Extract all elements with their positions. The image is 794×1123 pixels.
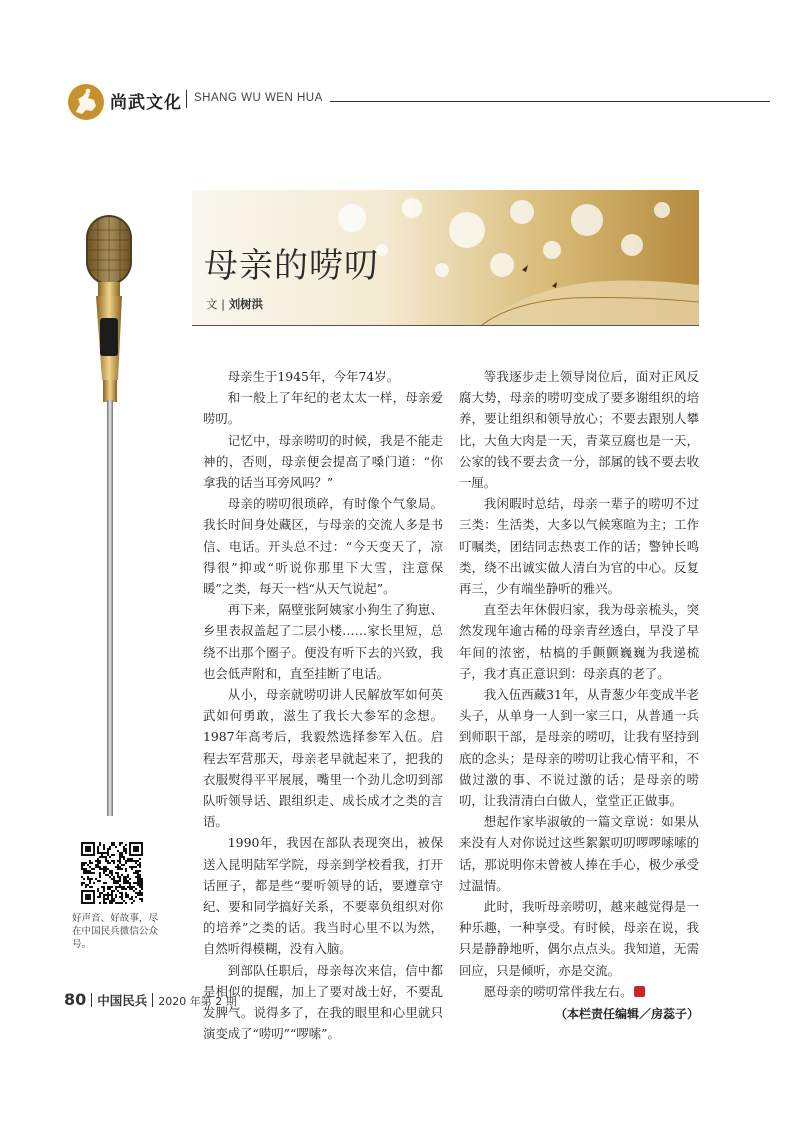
banner-rule (192, 325, 699, 326)
magazine-name: 中国民兵 (97, 993, 148, 1008)
author-byline: 文 | 刘树洪 (206, 297, 264, 311)
footer-divider (91, 993, 92, 1007)
paragraph: 直至去年休假归家，我为母亲梳头，突然发现年逾古稀的母亲青丝透白，早没了早年间的浓密，枯槁的手颤颤巍巍为我递梳子，我才真正意识到：母亲真的老了。 (459, 602, 699, 681)
page-number: 80 (64, 990, 87, 1009)
footer-divider (152, 993, 153, 1007)
paragraph: 母亲生于1945年，今年74岁。 (227, 369, 400, 384)
paragraph: 想起作家毕淑敏的一篇文章说：如果从来没有人对你说过这些絮絮叨叨啰啰嗦嗦的话，那说明你未曾被人捧在手心，极少承受过温情。 (459, 814, 699, 893)
final-paragraph (459, 981, 699, 1002)
column-logo-icon (68, 84, 104, 120)
header-divider (186, 90, 187, 108)
paragraph: 到部队任职后，母亲每次来信，信中都是相似的提醒，加上了要对战士好，不要乱发脾气。说得多了，在我的眼里和心里就只演变成了“唠叨”“啰嗦”。 (203, 962, 443, 1042)
paragraph: 母亲的唠叨很琐碎，有时像个气象局。我长时间身处藏区，与母亲的交流人多是书信、电话。开头总不过：“今天变天了，凉得很”抑或“听说你那里下大雪，注意保暖”之类，每天一档“从天气说起”。 (203, 496, 443, 597)
qr-caption: 好声音、好故事，尽在中国民兵微信公众号。 (72, 913, 158, 950)
paragraph: 等我逐步走上领导岗位后，面对正风反腐大势，母亲的唠叨变成了要多谢组织的培养，要让组织和领导放心；不要去跟别人攀比，大鱼大肉是一天，青菜豆腐也是一天，公家的钱不要去贪一分，部属的钱不要去收一厘。 (459, 369, 699, 491)
column-title: 尚武文化 (110, 93, 182, 113)
page-footer (64, 990, 237, 1009)
author-prefix: 文 (206, 297, 218, 311)
issue-number: 2020 年第 2 期 (158, 995, 237, 1008)
paragraph: 再下来，隔壁张阿姨家小狗生了狗崽、乡里表叔盖起了二层小楼……家长里短，总绕不出那个圈子。便没有听下去的兴致，我也会低声附和，直至挂断了电话。 (203, 602, 443, 681)
final-paragraph-text: 愿母亲的唠叨常伴我左右。 (483, 983, 633, 999)
end-mark-icon (634, 986, 645, 997)
paragraph: 从小，母亲就唠叨讲人民解放军如何英武如何勇敢，滋生了我长大参军的念想。1987年高考后，我毅然选择参军入伍。启程去军营那天，母亲老早就起来了，把我的衣服熨得平平展展，嘴里一个劲儿念叨到部队听领导话、跟组织走、成长成才之类的言语。 (203, 687, 443, 830)
column-subtitle: SHANG WU WEN HUA (194, 92, 323, 104)
paragraph: 1990年，我因在部队表现突出，被保送入昆明陆军学院，母亲到学校看我，打开话匣子，都是些“要听领导的话，要遵章守纪、要和同学搞好关系，不要辜负组织对你的培养”之类的话。我当时心里不以为然，自然听得模糊，没有入脑。 (203, 835, 443, 957)
author-name: 刘树洪 (228, 297, 264, 311)
article-column-right (459, 366, 699, 1025)
paragraph: 我入伍西藏31年，从青葱少年变成半老头子，从单身一人到一家三口，从普通一兵到师职干部，是母亲的唠叨，让我有坚持到底的念头；是母亲的唠叨让我心情平和，不做过激的事、不说过激的话；是母亲的唠叨，让我清清白白做人，堂堂正正做事。 (459, 687, 699, 809)
article-title: 母亲的唠叨 (204, 246, 379, 286)
header-rule (330, 101, 770, 102)
microphone-illustration (78, 200, 148, 820)
paragraph: 我闲暇时总结，母亲一辈子的唠叨不过三类：生活类，大多以气候寒暄为主；工作叮嘱类，团结同志热衷工作的话；警钟长鸣类，绕不出诚实做人清白为官的中心。反复再三，少有端坐静听的雅兴。 (459, 496, 699, 597)
paragraph: 记忆中，母亲唠叨的时候，我是不能走神的，否则，母亲便会提高了嗓门道：“你拿我的话当耳旁风吗？” (203, 432, 443, 491)
editor-note: （本栏责任编辑／房蕊子） (554, 1007, 699, 1022)
qr-code-icon (79, 840, 145, 906)
paragraph: 和一般上了年纪的老太太一样，母亲爱唠叨。 (203, 390, 443, 427)
article-column-left (203, 366, 443, 1045)
paragraph: 此时，我听母亲唠叨，越来越觉得是一种乐趣，一种享受。有时候，母亲在说，我只是静静地听，偶尔点点头。我知道，无需回应，只是倾听，亦是交流。 (459, 899, 699, 978)
